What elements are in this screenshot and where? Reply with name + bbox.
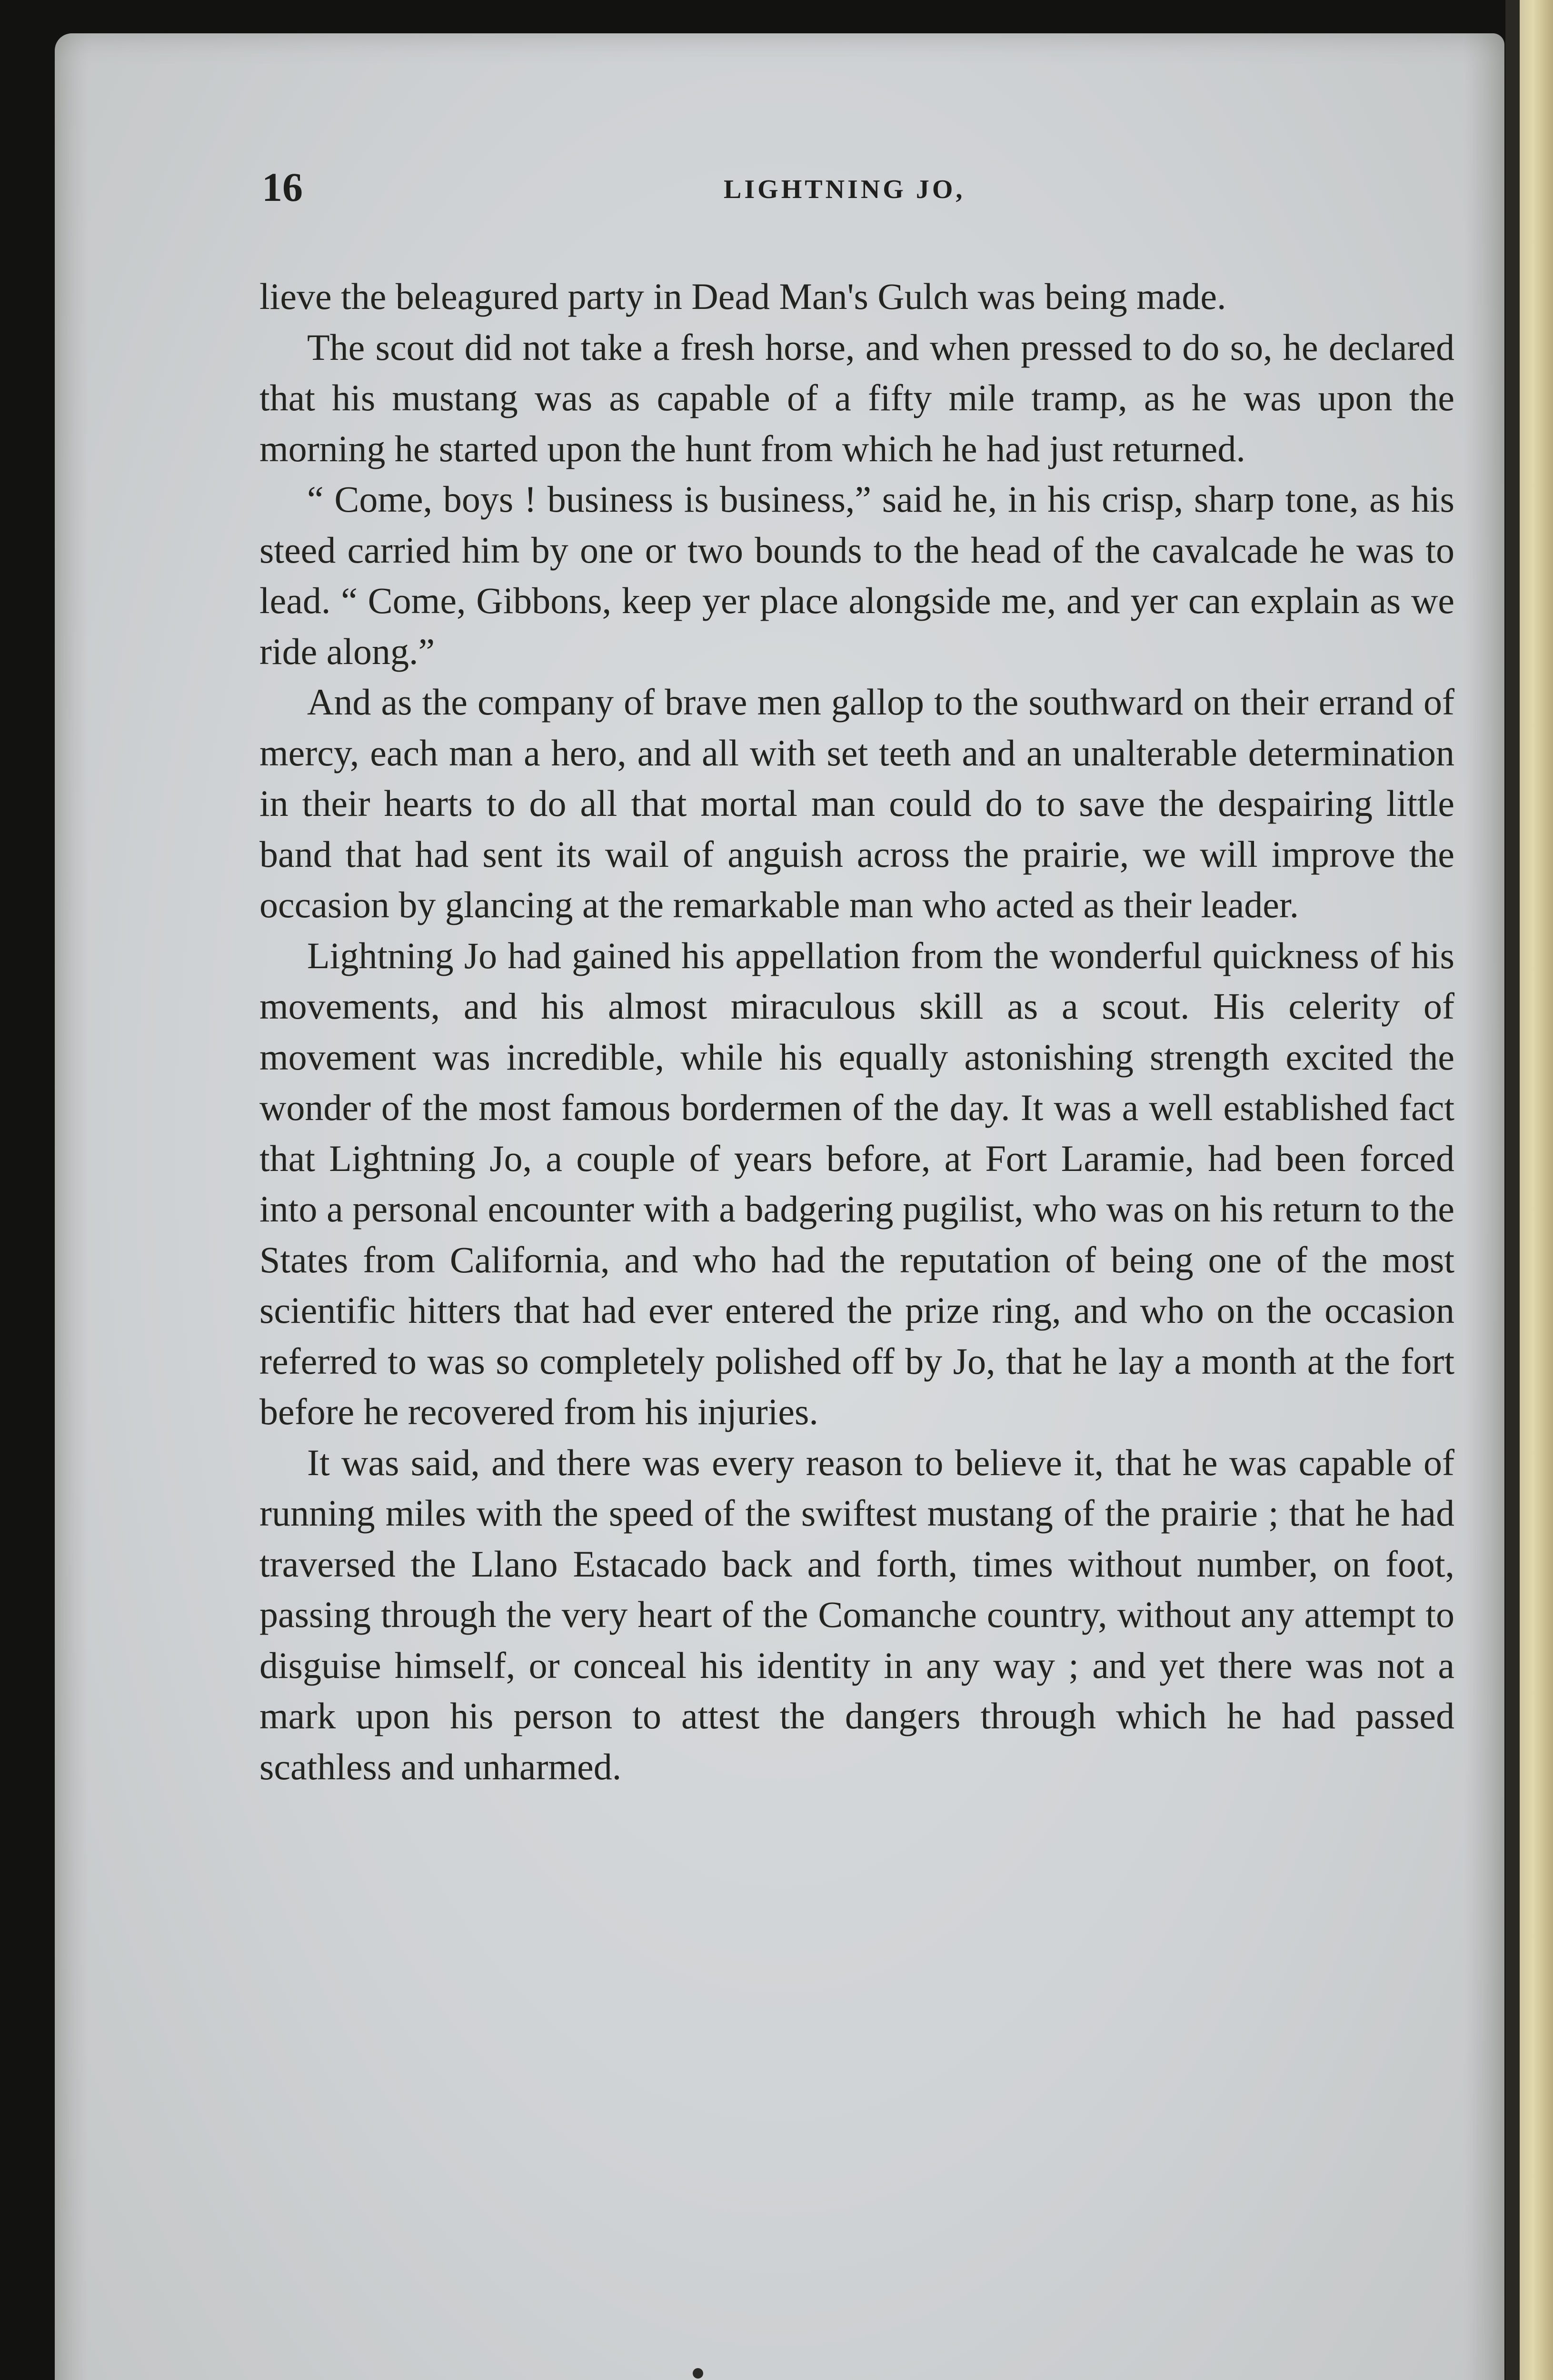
running-title: LIGHTNING JO, [724,175,966,204]
paragraph-2: The scout did not take a fresh horse, and when pressed to do so, he declared that his mustang was as capable of a fifty mile tramp, as he was upon the morning he started upon the hunt from which he had just returned. [259,326,1454,469]
book-spine-edge [1520,0,1553,2380]
paragraph-5: Lightning Jo had gained his appellation from the wonderful quickness of his movements, and his almost miraculous skill as a scout. His celerity of movement was incredible, while his equally astonishing strength excited the wonder of the most famous bordermen of the day. It was a well established fact that Lightning Jo, a couple of years before, at Fort Laramie, had been forced into a personal encounter with a badgering pugilist, who was on his return to the States from California, and who had the reputation of being one of the most scientific hitters that had ever entered the prize ring, and who on the occasion referred to was so completely polished off by Jo, that he lay a month at the fort before he recovered from his injuries. [259,934,1454,1432]
page-body-text [259,271,1454,1792]
paragraph-4: And as the company of brave men gallop to the southward on their errand of mercy, each man a hero, and all with set teeth and an unalterable determination in their hearts to do all that mortal man could do to save the despairing little band that had sent its wail of anguish across the prairie, we will improve the occasion by glancing at the remarkable man who acted as their leader. [259,681,1454,925]
ink-spot [693,2368,703,2379]
page-header [209,157,1462,228]
paragraph-3: “ Come, boys ! business is business,” said he, in his crisp, sharp tone, as his steed carried him by one or two bounds to the head of the cavalcade he was to lead. “ Come, Gibbons, keep yer place alongside me, and yer can explain as we ride along.” [259,478,1454,672]
paragraph-6: It was said, and there was every reason to believe it, that he was capable of running miles with the speed of the swiftest mustang of the prairie ; that he had traversed the Llano Estacado back and forth, times without number, on foot, passing through the very heart of the Comanche country, without any attempt to disguise himself, or conceal his identity in any way ; and yet there was not a mark upon his person to attest the dangers through which he had passed scathless and unharmed. [259,1441,1454,1787]
page-number: 16 [262,164,303,210]
paragraph-1: lieve the beleagured party in Dead Man's Gulch was being made. [259,276,1226,317]
